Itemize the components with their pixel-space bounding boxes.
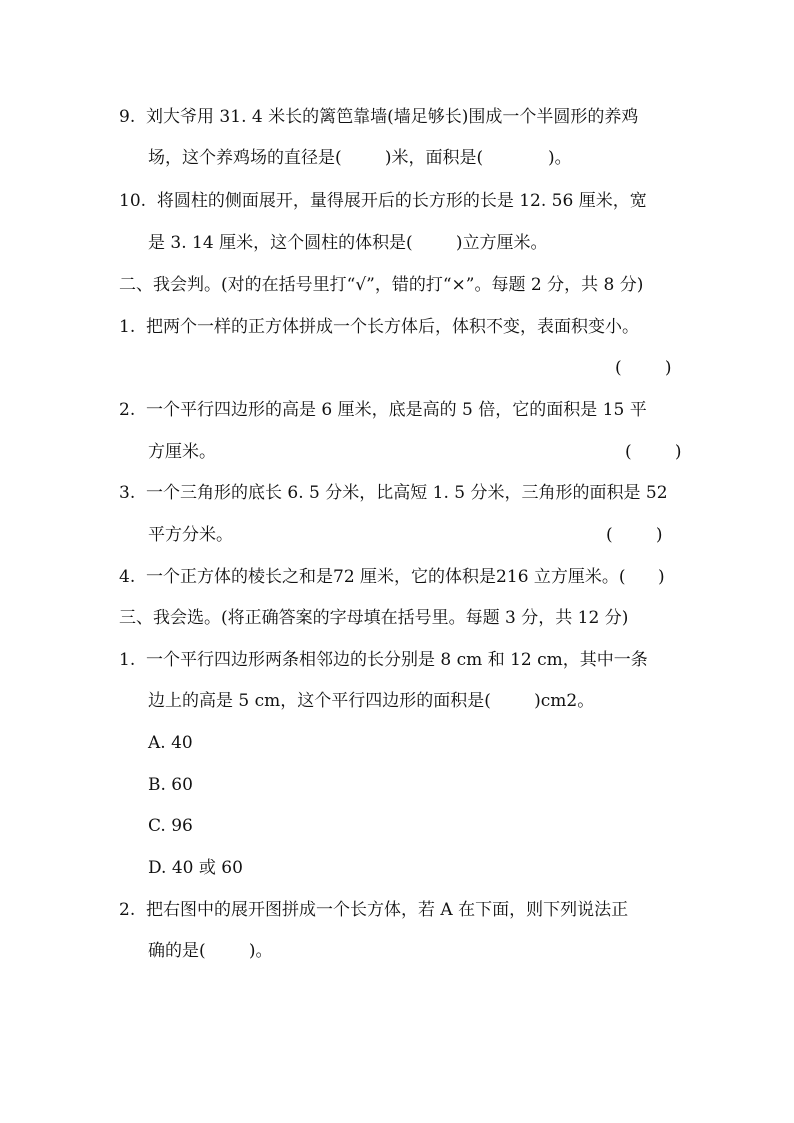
q9-line2: 场，这个养鸡场的直径是( )米，面积是( )。: [148, 148, 572, 168]
choose-q1-line1: 1. 一个平行四边形两条相邻边的长分别是 8 cm 和 12 cm，其中一条: [119, 650, 648, 670]
judge-q2-line2: 方厘米。: [148, 442, 216, 462]
q9-line1: 9. 刘大爷用 31. 4 米长的篱笆靠墙(墙足够长)围成一个半圆形的养鸡: [119, 107, 639, 127]
choose-q1-option-d: D. 40 或 60: [148, 858, 243, 878]
choose-q1-line2: 边上的高是 5 cm，这个平行四边形的面积是( )cm2。: [148, 691, 595, 711]
section-judge-heading: 二、我会判。(对的在括号里打“√”，错的打“×”。每题 2 分，共 8 分): [119, 275, 644, 295]
section-choose-heading: 三、我会选。(将正确答案的字母填在括号里。每题 3 分，共 12 分): [119, 608, 629, 628]
judge-q1-answer-blank: ( ): [615, 358, 672, 378]
judge-q3-line1: 3. 一个三角形的底长 6. 5 分米，比高短 1. 5 分米，三角形的面积是 52: [119, 483, 668, 503]
q10-line1: 10. 将圆柱的侧面展开，量得展开后的长方形的长是 12. 56 厘米，宽: [119, 191, 647, 211]
choose-q1-option-b: B. 60: [148, 775, 193, 795]
judge-q3-line2: 平方分米。: [148, 525, 233, 545]
judge-q2-answer-blank: ( ): [625, 442, 682, 462]
judge-q2-line1: 2. 一个平行四边形的高是 6 厘米，底是高的 5 倍，它的面积是 15 平: [119, 400, 647, 420]
choose-q1-option-c: C. 96: [148, 816, 193, 836]
q10-line2: 是 3. 14 厘米，这个圆柱的体积是( )立方厘米。: [148, 233, 548, 253]
choose-q2-line1: 2. 把右图中的展开图拼成一个长方体，若 A 在下面，则下列说法正: [119, 900, 629, 920]
judge-q1: 1. 把两个一样的正方体拼成一个长方体后，体积不变，表面积变小。: [119, 317, 640, 337]
choose-q2-line2: 确的是( )。: [148, 941, 273, 961]
choose-q1-option-a: A. 40: [148, 733, 193, 753]
judge-q3-answer-blank: ( ): [606, 525, 663, 545]
judge-q4: 4. 一个正方体的棱长之和是72 厘米，它的体积是216 立方厘米。( ): [119, 567, 665, 587]
